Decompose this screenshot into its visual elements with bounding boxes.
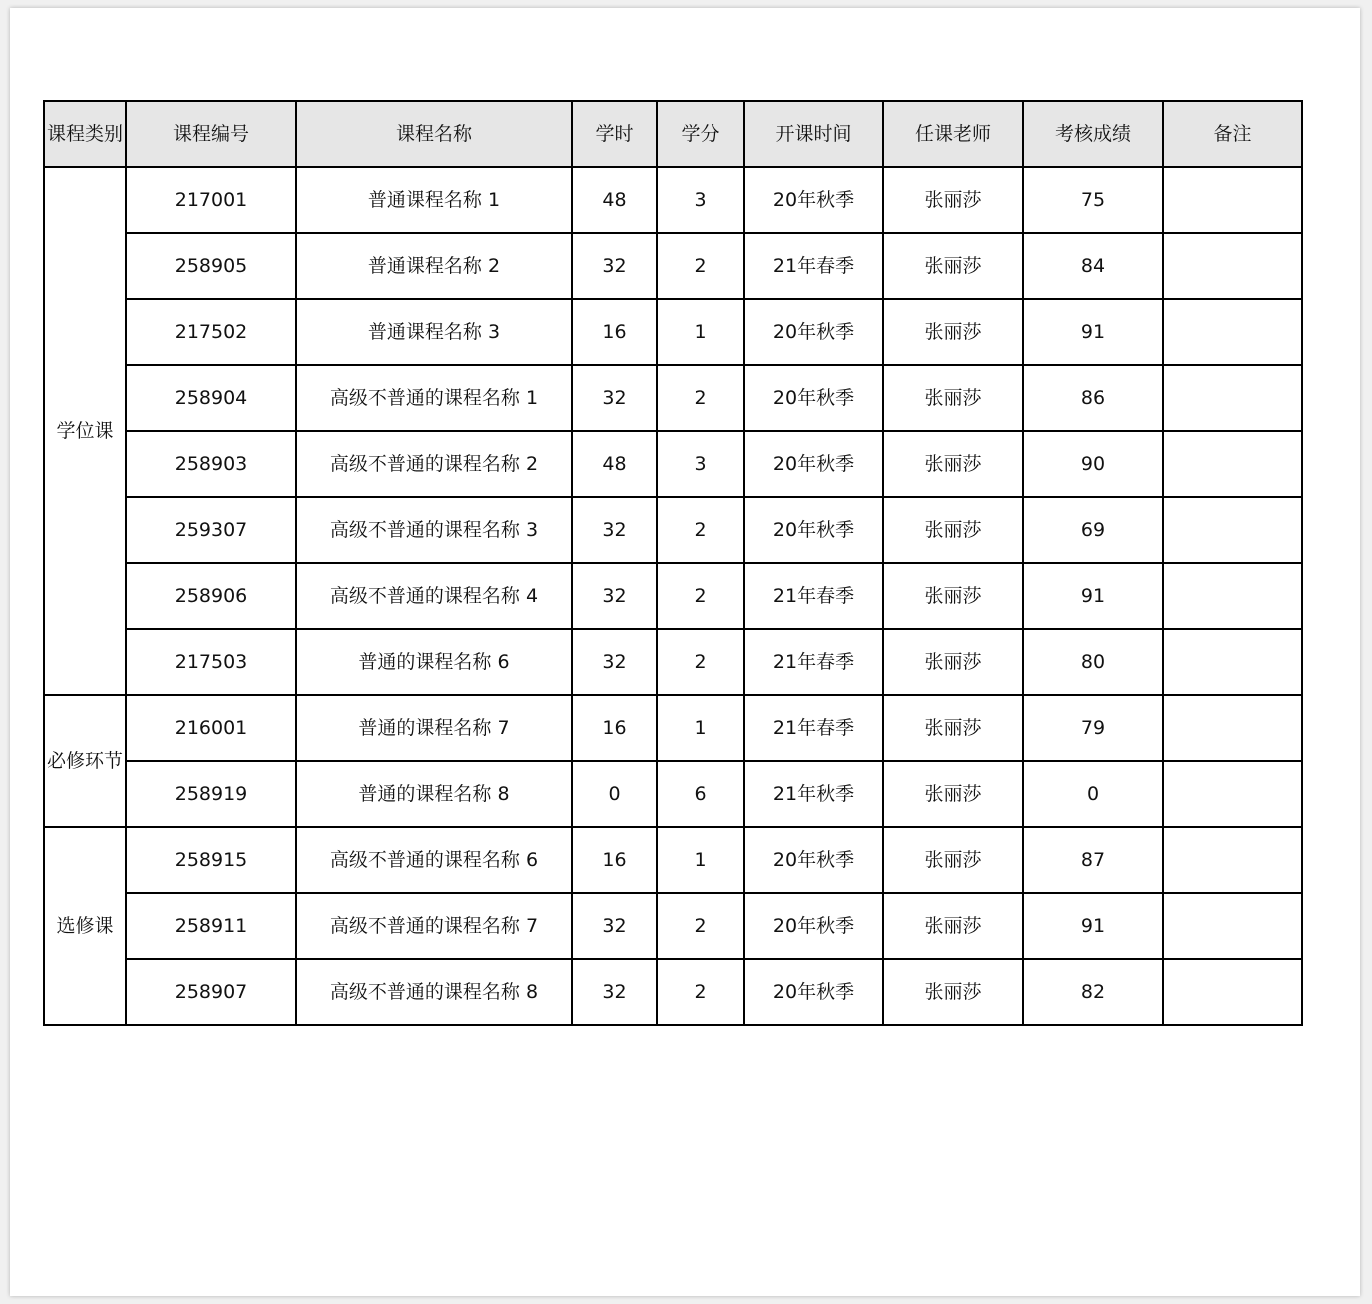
remarks-cell [1163,233,1302,299]
term-cell: 20年秋季 [744,431,883,497]
table-row [44,761,1302,827]
course-code-cell: 217503 [126,629,296,695]
course-code-cell: 216001 [126,695,296,761]
course-code-cell: 258904 [126,365,296,431]
course-name-cell: 普通的课程名称 6 [296,629,572,695]
hours-cell: 32 [572,629,657,695]
teacher-cell: 张丽莎 [883,233,1023,299]
term-cell: 20年秋季 [744,497,883,563]
term-cell: 20年秋季 [744,167,883,233]
teacher-cell: 张丽莎 [883,629,1023,695]
hours-cell: 0 [572,761,657,827]
course-code-cell: 258919 [126,761,296,827]
table-row [44,497,1302,563]
term-cell: 20年秋季 [744,299,883,365]
course-name-cell: 普通课程名称 2 [296,233,572,299]
credits-cell: 1 [657,827,744,893]
teacher-cell: 张丽莎 [883,167,1023,233]
category-cell: 选修课 [44,827,126,1025]
credits-cell: 3 [657,167,744,233]
category-cell: 必修环节 [44,695,126,827]
header-credits: 学分 [657,101,744,167]
hours-cell: 16 [572,299,657,365]
remarks-cell [1163,761,1302,827]
hours-cell: 32 [572,497,657,563]
hours-cell: 48 [572,431,657,497]
teacher-cell: 张丽莎 [883,695,1023,761]
teacher-cell: 张丽莎 [883,959,1023,1025]
credits-cell: 2 [657,233,744,299]
header-teacher: 任课老师 [883,101,1023,167]
course-name-cell: 普通的课程名称 8 [296,761,572,827]
grade-cell: 91 [1023,563,1163,629]
course-name-cell: 普通课程名称 1 [296,167,572,233]
remarks-cell [1163,893,1302,959]
course-code-cell: 258906 [126,563,296,629]
credits-cell: 1 [657,695,744,761]
teacher-cell: 张丽莎 [883,299,1023,365]
table-row [44,431,1302,497]
remarks-cell [1163,365,1302,431]
hours-cell: 32 [572,233,657,299]
table-row [44,959,1302,1025]
course-code-cell: 217001 [126,167,296,233]
header-row [44,101,1302,167]
course-code-cell: 258905 [126,233,296,299]
header-term: 开课时间 [744,101,883,167]
table-row [44,365,1302,431]
remarks-cell [1163,563,1302,629]
grade-cell: 87 [1023,827,1163,893]
course-name-cell: 高级不普通的课程名称 7 [296,893,572,959]
grade-cell: 69 [1023,497,1163,563]
table-row [44,233,1302,299]
grade-cell: 0 [1023,761,1163,827]
table-row [44,629,1302,695]
credits-cell: 1 [657,299,744,365]
grade-cell: 82 [1023,959,1163,1025]
grade-cell: 84 [1023,233,1163,299]
grade-cell: 75 [1023,167,1163,233]
credits-cell: 2 [657,563,744,629]
remarks-cell [1163,959,1302,1025]
term-cell: 20年秋季 [744,827,883,893]
table-row [44,563,1302,629]
grade-cell: 91 [1023,893,1163,959]
remarks-cell [1163,827,1302,893]
term-cell: 21年秋季 [744,761,883,827]
credits-cell: 2 [657,497,744,563]
grade-cell: 90 [1023,431,1163,497]
header-grade: 考核成绩 [1023,101,1163,167]
course-name-cell: 普通课程名称 3 [296,299,572,365]
header-category: 课程类别 [44,101,126,167]
course-name-cell: 高级不普通的课程名称 8 [296,959,572,1025]
hours-cell: 32 [572,563,657,629]
teacher-cell: 张丽莎 [883,365,1023,431]
teacher-cell: 张丽莎 [883,563,1023,629]
header-hours: 学时 [572,101,657,167]
remarks-cell [1163,497,1302,563]
header-remarks: 备注 [1163,101,1302,167]
table-row [44,167,1302,233]
grade-cell: 91 [1023,299,1163,365]
teacher-cell: 张丽莎 [883,497,1023,563]
grade-cell: 79 [1023,695,1163,761]
course-name-cell: 普通的课程名称 7 [296,695,572,761]
course-code-cell: 217502 [126,299,296,365]
term-cell: 21年春季 [744,563,883,629]
course-code-cell: 258911 [126,893,296,959]
table-row [44,827,1302,893]
credits-cell: 6 [657,761,744,827]
credits-cell: 2 [657,365,744,431]
remarks-cell [1163,299,1302,365]
course-code-cell: 258915 [126,827,296,893]
remarks-cell [1163,695,1302,761]
course-name-cell: 高级不普通的课程名称 1 [296,365,572,431]
credits-cell: 2 [657,629,744,695]
remarks-cell [1163,167,1302,233]
course-name-cell: 高级不普通的课程名称 2 [296,431,572,497]
term-cell: 21年春季 [744,695,883,761]
term-cell: 20年秋季 [744,893,883,959]
course-code-cell: 259307 [126,497,296,563]
category-cell: 学位课 [44,167,126,695]
teacher-cell: 张丽莎 [883,761,1023,827]
course-grades-table [43,100,1303,1026]
hours-cell: 32 [572,365,657,431]
table-body [44,167,1302,1025]
term-cell: 20年秋季 [744,959,883,1025]
course-name-cell: 高级不普通的课程名称 4 [296,563,572,629]
remarks-cell [1163,431,1302,497]
credits-cell: 2 [657,959,744,1025]
teacher-cell: 张丽莎 [883,431,1023,497]
header-course-name: 课程名称 [296,101,572,167]
course-code-cell: 258903 [126,431,296,497]
hours-cell: 16 [572,695,657,761]
table-row [44,695,1302,761]
grade-cell: 80 [1023,629,1163,695]
hours-cell: 48 [572,167,657,233]
hours-cell: 16 [572,827,657,893]
table-row [44,299,1302,365]
course-code-cell: 258907 [126,959,296,1025]
hours-cell: 32 [572,959,657,1025]
term-cell: 20年秋季 [744,365,883,431]
course-name-cell: 高级不普通的课程名称 3 [296,497,572,563]
table-row [44,893,1302,959]
credits-cell: 2 [657,893,744,959]
term-cell: 21年春季 [744,629,883,695]
grade-cell: 86 [1023,365,1163,431]
header-course-code: 课程编号 [126,101,296,167]
course-name-cell: 高级不普通的课程名称 6 [296,827,572,893]
document-page [10,8,1360,1296]
teacher-cell: 张丽莎 [883,893,1023,959]
teacher-cell: 张丽莎 [883,827,1023,893]
hours-cell: 32 [572,893,657,959]
term-cell: 21年春季 [744,233,883,299]
credits-cell: 3 [657,431,744,497]
remarks-cell [1163,629,1302,695]
